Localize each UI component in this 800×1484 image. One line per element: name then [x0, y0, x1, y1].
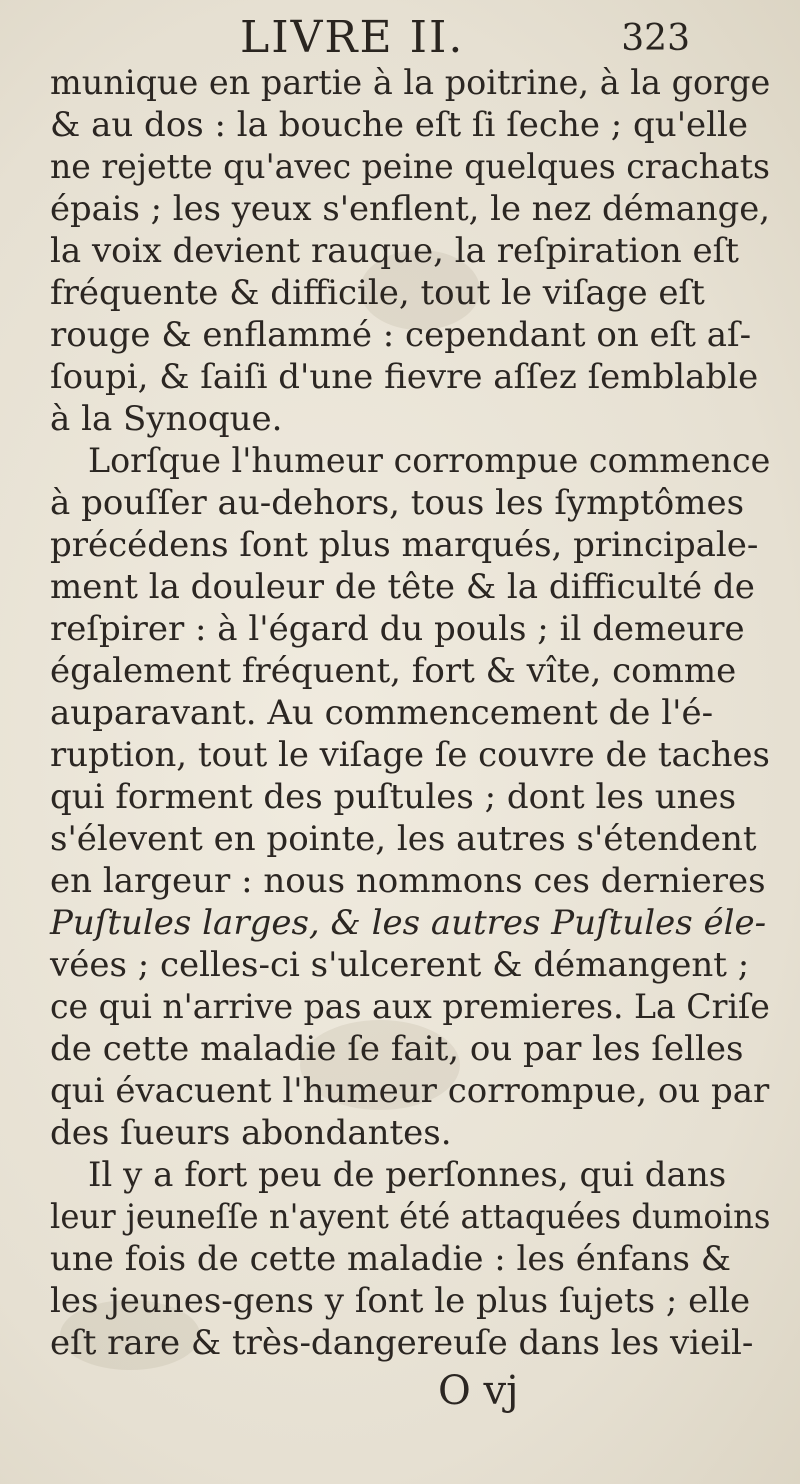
- text-line: à pouſſer au-dehors, tous les ſymptômes: [50, 483, 745, 523]
- text-line: en largeur : nous nommons ces dernieres: [50, 861, 766, 901]
- text-line: munique en partie à la poitrine, à la gorge: [50, 63, 771, 103]
- text-line: une fois de cette maladie : les énfans &: [50, 1239, 732, 1279]
- text-line: également fréquent, fort & vîte, comme: [50, 651, 737, 691]
- text-line: épais ; les yeux s'enflent, le nez démange,: [50, 189, 770, 229]
- text-line: leur jeuneſſe n'ayent été attaquées dumoins: [50, 1197, 771, 1237]
- text-line: de cette maladie ſe fait, ou par les ſelles: [50, 1029, 744, 1069]
- running-header: [130, 8, 730, 68]
- text-line: ne rejette qu'avec peine quelques crachats: [50, 147, 771, 187]
- text-line: les jeunes-gens y ſont le plus ſujets ; elle: [50, 1281, 751, 1321]
- text-line: ſoupi, & ſaiſi d'une fievre aſſez ſemblable: [50, 357, 759, 397]
- text-line: reſpirer : à l'égard du pouls ; il demeure: [50, 609, 745, 649]
- text-line: à la Synoque.: [50, 399, 283, 439]
- text-line: fréquente & difficile, tout le viſage eſt: [50, 273, 705, 313]
- text-line: ment la douleur de tête & la difficulté de: [50, 567, 755, 607]
- text-line: Lorſque l'humeur corrompue commence: [88, 441, 771, 481]
- text-line: vées ; celles-ci s'ulcerent & démangent ;: [50, 945, 750, 985]
- text-line: auparavant. Au commencement de l'é-: [50, 693, 714, 733]
- text-line: ruption, tout le viſage ſe couvre de taches: [50, 735, 770, 775]
- text-line: précédens ſont plus marqués, principale-: [50, 525, 759, 565]
- text-line: Il y a fort peu de perſonnes, qui dans: [88, 1155, 727, 1195]
- text-line: qui forment des puſtules ; dont les unes: [50, 777, 737, 817]
- text-line: la voix devient rauque, la reſpiration eſt: [50, 231, 739, 271]
- text-line: rouge & enflammé : cependant on eſt aſ-: [50, 315, 752, 355]
- signature-mark: O vj: [438, 1368, 519, 1414]
- text-line: s'élevent en pointe, les autres s'étendent: [50, 819, 757, 859]
- text-line: eſt rare & très-dangereuſe dans les vieil-: [50, 1323, 754, 1363]
- page-number: 323: [621, 18, 690, 59]
- text-line: ce qui n'arrive pas aux premieres. La Criſe: [50, 987, 770, 1027]
- running-title: LIVRE II.: [240, 12, 465, 63]
- text-line: des ſueurs abondantes.: [50, 1113, 452, 1153]
- text-line: Puſtules larges, & les autres Puſtules éle-: [50, 903, 767, 943]
- text-line: & au dos : la bouche eſt ſi ſeche ; qu'elle: [50, 105, 749, 145]
- text-line: qui évacuent l'humeur corrompue, ou par: [50, 1071, 770, 1111]
